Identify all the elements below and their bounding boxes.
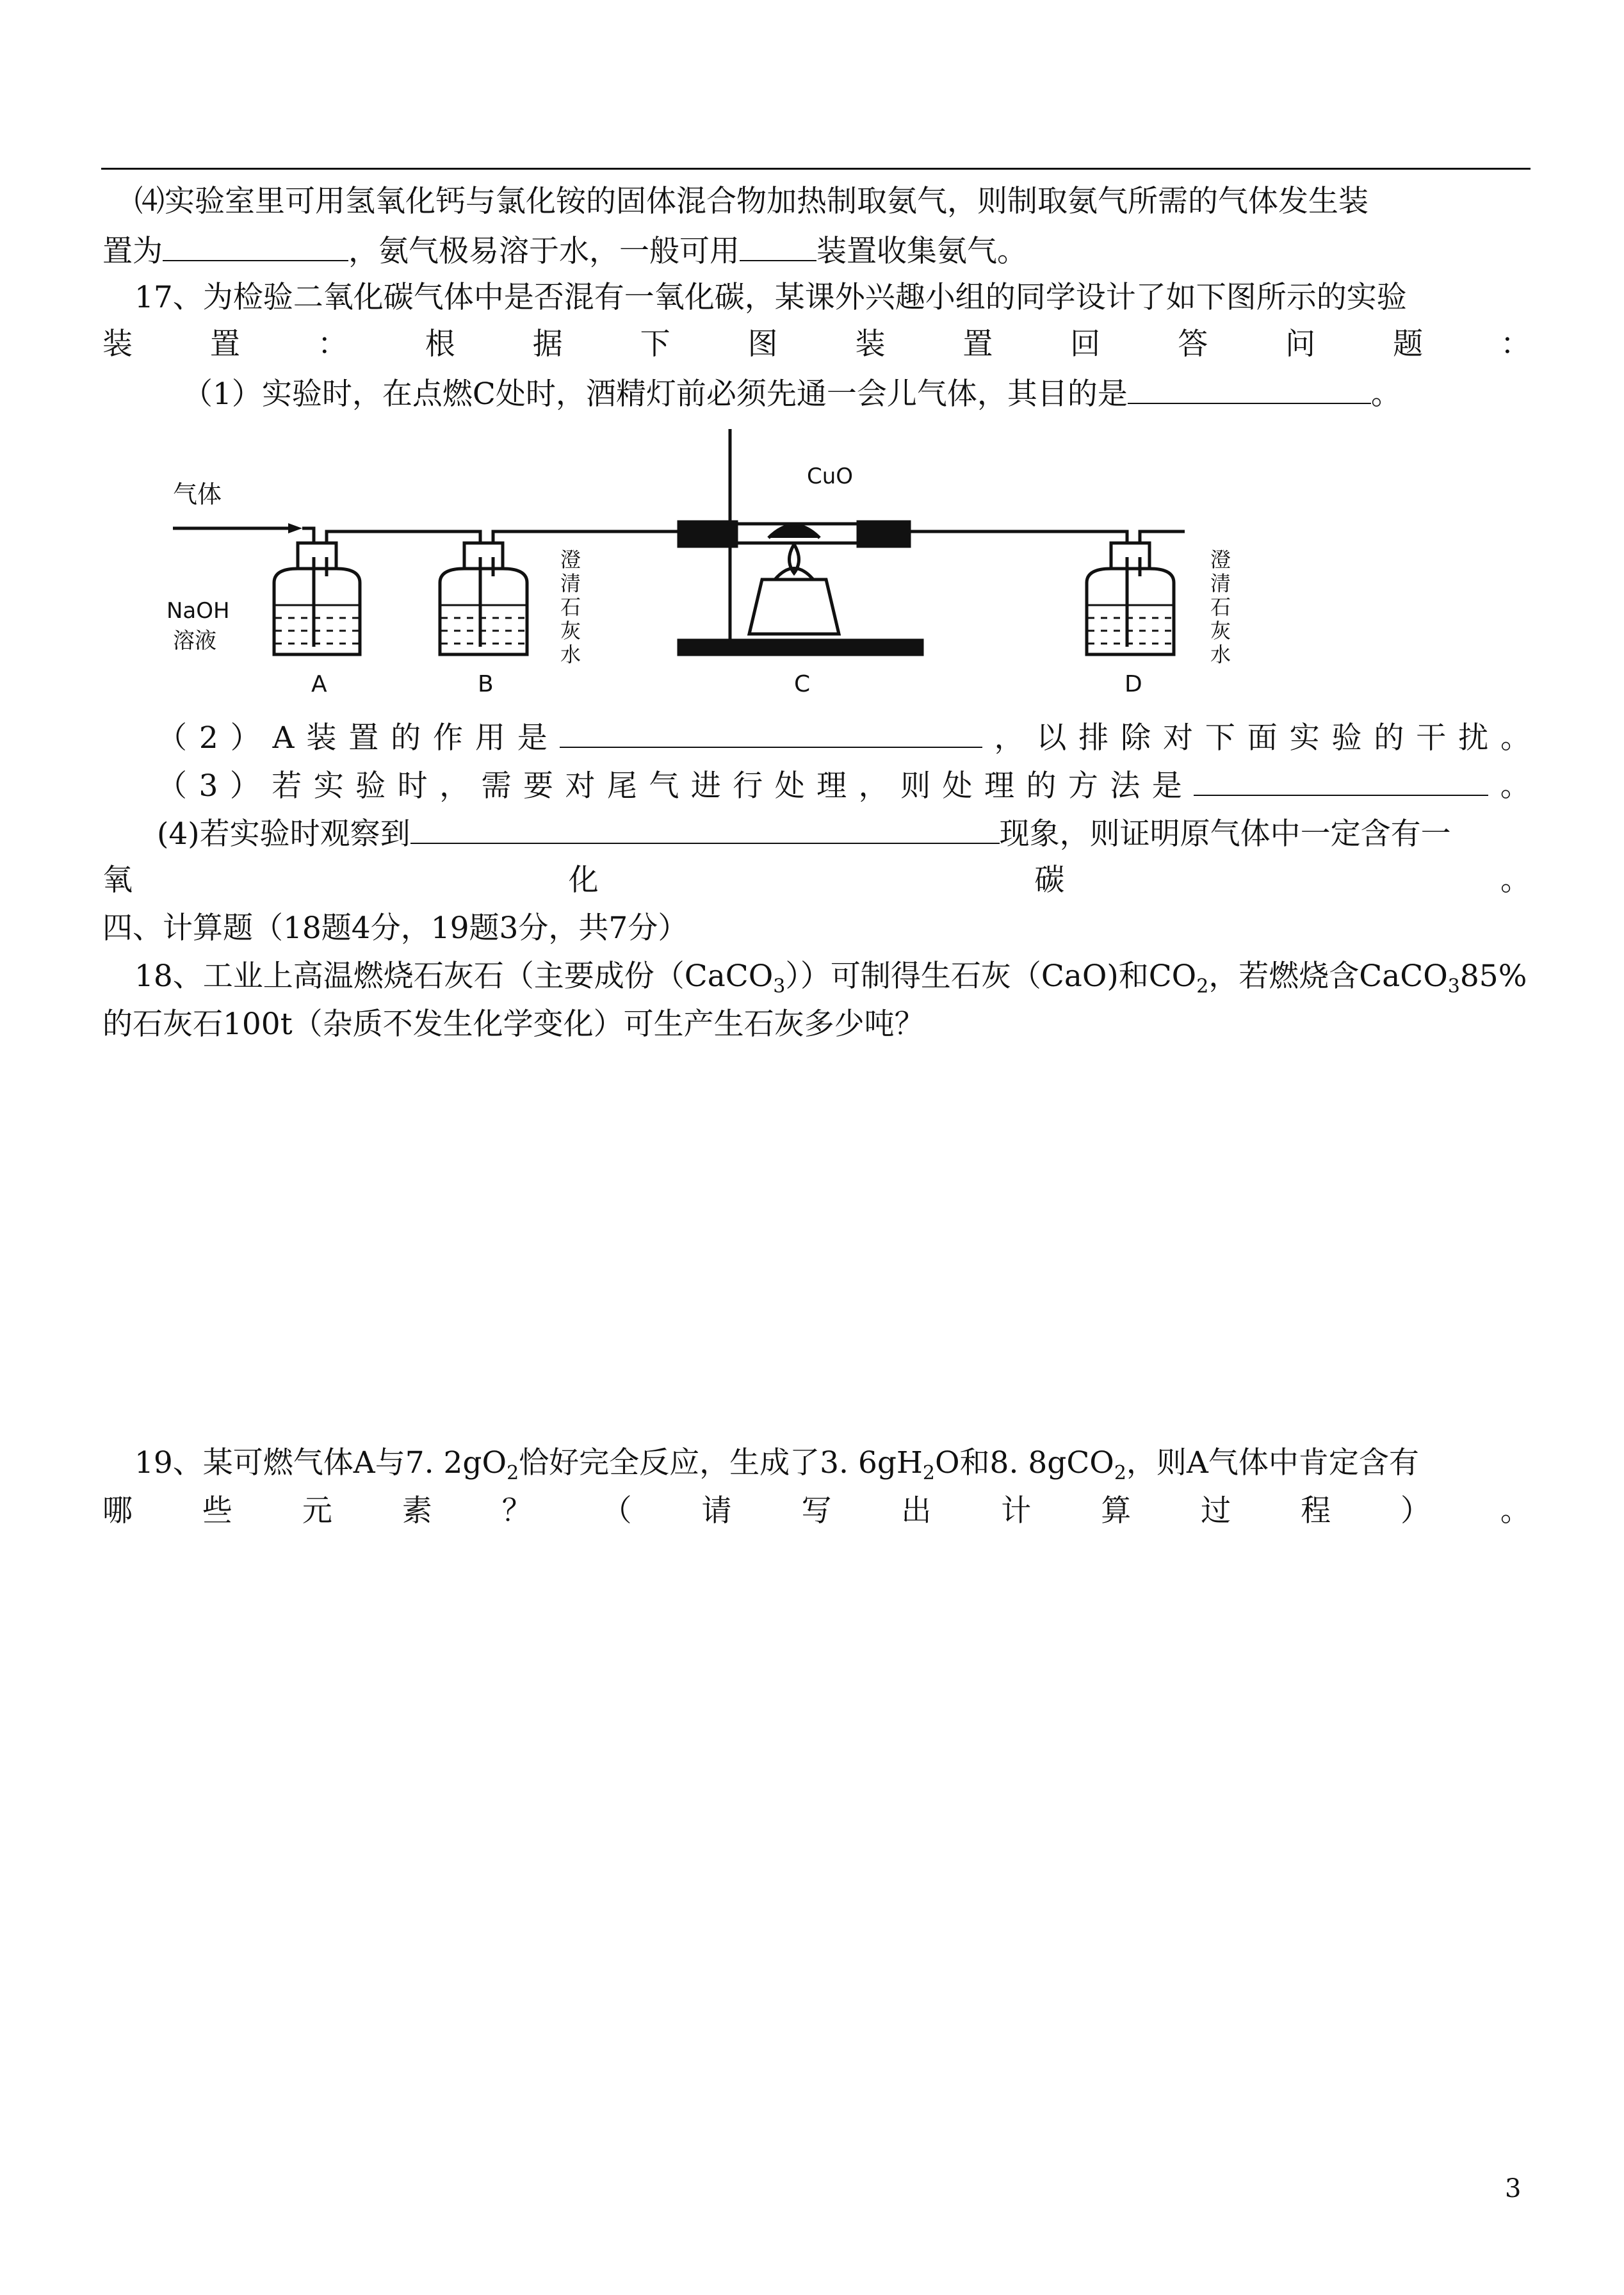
svg-text:澄: 澄 (1210, 547, 1231, 572)
q17-sub1: （1）实验时，在点燃C处时，酒精灯前必须先通一会儿气体，其目的是 。 (183, 373, 1531, 414)
svg-text:清: 清 (560, 571, 581, 596)
q16-4-line1: ⑷实验室里可用氢氧化钙与氯化铵的固体混合物加热制取氨气，则制取氨气所需的气体发生装 (134, 184, 1368, 219)
q18-line1: 18、工业上高温燃烧石灰石（主要成份（CaCO$_3$））可制得生石灰（CaO)和$CO_2$，若燃烧含CaCO$_3$85% (134, 959, 1527, 998)
svg-text:澄: 澄 (560, 547, 581, 572)
naoh-solution-label: 溶液 (173, 628, 216, 654)
q17-sub3: （ 3 ） 若 实 验 时 ， 需 要 对 尾 气 进 行 处 理 ， 则 处 理 的 方 法 是 。 (157, 765, 1531, 806)
experiment-apparatus-diagram (160, 423, 1262, 698)
label-d: D (1125, 671, 1142, 697)
q18-answer-area[interactable] (102, 1057, 1531, 1428)
svg-text:清: 清 (1210, 571, 1231, 596)
q16-4-text-c: 装置收集氨气。 (816, 234, 1027, 269)
label-b: B (478, 671, 494, 697)
q19-line1: 19、某可燃气体A与7. $2gO_2$恰好完全反应，生成了3. $6gH_2O$和8. 8gCO$_2$，则A气体中肯定含有 (134, 1445, 1419, 1484)
q16-4-line2 (102, 231, 1531, 271)
q17-sub1-text: （1）实验时，在点燃C处时，酒精灯前必须先通一会儿气体，其目的是 (183, 377, 1128, 412)
svg-text:灰: 灰 (560, 619, 581, 643)
q19-answer-area[interactable] (102, 1543, 1531, 2120)
svg-text:水: 水 (1210, 642, 1231, 667)
limewater-label-b (560, 547, 581, 667)
limewater-label-d (1210, 547, 1231, 667)
bottle-d (1087, 543, 1174, 654)
label-a: A (311, 671, 327, 697)
cuo-label: CuO (807, 464, 854, 489)
q19-line2: 哪 些 元 素 ？ （ 请 写 出 计 算 过 程 ） 。 (102, 1493, 1531, 1529)
gas-label: 气体 (173, 480, 222, 508)
answer-blank-purpose[interactable] (1128, 373, 1371, 404)
q17-sub4-line2: 氧 化 碳 。 (102, 863, 1531, 898)
label-c: C (794, 671, 811, 697)
q18-line2: 的石灰石100t（杂质不发生化学变化）可生产生石灰多少吨？ (102, 1007, 925, 1042)
q17-sub2: （ 2 ） A 装 置 的 作 用 是 ， 以 排 除 对 下 面 实 验 的 干 扰 。 (157, 717, 1531, 758)
svg-text:灰: 灰 (1210, 619, 1231, 643)
svg-text:水: 水 (560, 642, 581, 667)
bottle-a (274, 543, 360, 654)
section4-heading: 四、计算题（18题4分，19题3分，共7分） (102, 911, 688, 946)
answer-blank-phenomenon[interactable] (410, 813, 1000, 844)
q17-line2: 装 置 ： 根 据 下 图 装 置 回 答 问 题 ： (102, 327, 1531, 362)
alcohol-lamp (749, 544, 839, 634)
answer-blank-tail-gas[interactable] (1194, 765, 1488, 796)
q16-4-text-b: ，氨气极易溶于水，一般可用 (348, 234, 740, 269)
iron-stand-c (679, 429, 922, 654)
answer-blank-generator[interactable] (163, 231, 348, 261)
q16-4-text-a: 置为 (102, 234, 163, 269)
bottle-b (440, 543, 527, 654)
svg-text:石: 石 (560, 595, 581, 619)
answer-blank-device-a[interactable] (560, 717, 982, 748)
header-rule (101, 168, 1531, 170)
naoh-label: NaOH (166, 598, 230, 624)
q17-line1: 17、为检验二氧化碳气体中是否混有一氧化碳，某课外兴趣小组的同学设计了如下图所示的实验 (134, 280, 1407, 315)
svg-text:石: 石 (1210, 595, 1231, 619)
q17-sub4: (4)若实验时观察到 现象，则证明原气体中一定含有一 (157, 813, 1531, 854)
page-number: 3 (1505, 2174, 1522, 2203)
answer-blank-collector[interactable] (740, 231, 816, 261)
